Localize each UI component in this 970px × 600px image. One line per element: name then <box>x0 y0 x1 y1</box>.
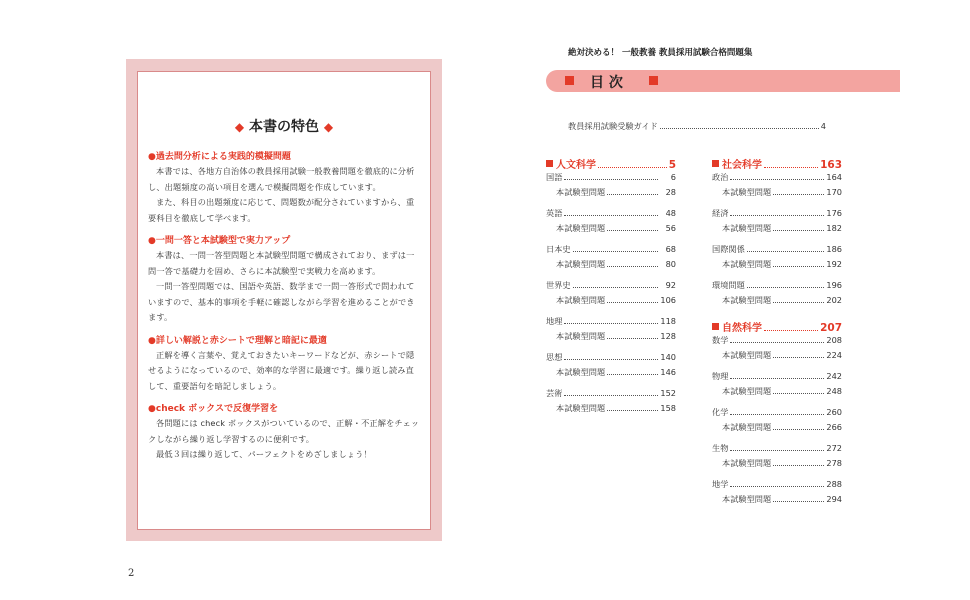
toc-category-name: 社会科学 <box>722 160 762 171</box>
toc-subject[interactable] <box>546 388 676 403</box>
leader-dots <box>773 302 824 303</box>
spacer <box>712 273 842 280</box>
toc-practice-label: 本試験型問題 <box>722 258 772 269</box>
leader-dots <box>607 302 658 303</box>
leader-dots <box>730 378 824 379</box>
toc-practice-page: 202 <box>826 294 842 305</box>
toc-practice-page: 146 <box>660 366 676 377</box>
toc-practice-page: 294 <box>826 493 842 504</box>
toc-subject-page: 288 <box>826 479 842 489</box>
leader-dots <box>573 251 658 252</box>
toc-practice-entry[interactable] <box>712 494 842 509</box>
section-paragraph: 一問一答型問題では、国語や英語、数学まで一問一答形式で問われていますので、基本的事項を手軽に確認しながら学習を進めることができます。 <box>148 281 415 322</box>
spacer <box>546 381 676 388</box>
toc-subject-page: 272 <box>826 443 842 453</box>
toc-practice-entry[interactable] <box>712 458 842 473</box>
toc-category[interactable] <box>712 156 842 170</box>
leader-dots <box>764 167 818 168</box>
toc-column-right <box>712 156 842 508</box>
leader-dots <box>573 287 658 288</box>
toc-subject-name: 国語 <box>546 172 563 182</box>
toc-practice-entry[interactable] <box>712 223 842 238</box>
bullet-icon: ● <box>148 236 156 246</box>
toc-subject-name: 化学 <box>712 407 729 417</box>
toc-subject[interactable] <box>712 443 842 458</box>
section-heading <box>148 235 420 248</box>
toc-subject-page: 186 <box>826 244 842 254</box>
leader-dots <box>730 414 824 415</box>
toc-subject-name: 経済 <box>712 208 729 218</box>
leader-dots <box>564 359 658 360</box>
toc-practice-page: 56 <box>665 222 676 233</box>
page-number: 2 <box>128 568 135 579</box>
section-heading <box>148 335 420 348</box>
toc-label: 目 次 <box>590 75 623 91</box>
section-heading <box>148 403 420 416</box>
toc-practice-page: 224 <box>826 349 842 360</box>
toc-practice-page: 106 <box>660 294 676 305</box>
toc-subject-page: 176 <box>826 208 842 218</box>
toc-subject-page: 242 <box>826 371 842 381</box>
toc-guide-entry[interactable] <box>568 121 826 132</box>
toc-subject[interactable] <box>546 208 676 223</box>
toc-subject-name: 英語 <box>546 208 563 218</box>
toc-practice-entry[interactable] <box>546 259 676 274</box>
leader-dots <box>730 450 824 451</box>
leader-dots <box>730 486 824 487</box>
toc-subject-page: 48 <box>665 208 676 218</box>
toc-subject-name: 地理 <box>546 316 563 326</box>
diamond-icon: ◆ <box>323 120 334 134</box>
section-paragraph: 最低３回は繰り返して、パーフェクトをめざしましょう！ <box>156 449 372 459</box>
toc-practice-label: 本試験型問題 <box>722 493 772 504</box>
spacer <box>712 201 842 208</box>
toc-subject-page: 164 <box>826 172 842 182</box>
toc-practice-entry[interactable] <box>712 422 842 437</box>
leader-dots <box>598 167 667 168</box>
toc-practice-label: 本試験型問題 <box>556 258 606 269</box>
toc-subject-name: 芸術 <box>546 388 563 398</box>
toc-practice-entry[interactable] <box>546 187 676 202</box>
toc-category-page: 5 <box>668 159 676 171</box>
bullet-icon: ● <box>148 404 156 414</box>
spacer <box>546 273 676 280</box>
toc-practice-page: 128 <box>660 330 676 341</box>
toc-practice-label: 本試験型問題 <box>722 222 772 233</box>
toc-subject-page: 196 <box>826 280 842 290</box>
toc-practice-label: 本試験型問題 <box>722 457 772 468</box>
toc-practice-page: 28 <box>665 186 676 197</box>
spacer <box>712 400 842 407</box>
toc-category[interactable] <box>546 156 676 170</box>
toc-practice-label: 本試験型問題 <box>556 366 606 377</box>
toc-practice-entry[interactable] <box>546 403 676 418</box>
spacer <box>712 364 842 371</box>
leader-dots <box>764 330 818 331</box>
toc-subject[interactable] <box>546 244 676 259</box>
toc-subject-name: 数学 <box>712 335 729 345</box>
toc-practice-page: 170 <box>826 186 842 197</box>
toc-practice-entry[interactable] <box>712 386 842 401</box>
leader-dots <box>607 230 658 231</box>
toc-practice-label: 本試験型問題 <box>556 402 606 413</box>
toc-practice-page: 278 <box>826 457 842 468</box>
leader-dots <box>773 393 824 394</box>
toc-subject-page: 152 <box>660 388 676 398</box>
toc-practice-label: 本試験型問題 <box>722 349 772 360</box>
toc-subject[interactable] <box>712 280 842 295</box>
toc-practice-entry[interactable] <box>546 331 676 346</box>
toc-subject[interactable] <box>712 371 842 386</box>
toc-banner <box>546 70 900 92</box>
section-heading-text: 詳しい解説と赤シートで理解と暗記に最適 <box>155 335 327 346</box>
leader-dots <box>747 251 824 252</box>
toc-practice-label: 本試験型問題 <box>722 186 772 197</box>
toc-practice-entry[interactable] <box>712 259 842 274</box>
toc-guide-page: 4 <box>820 121 826 131</box>
section-heading <box>148 151 420 164</box>
toc-subject[interactable] <box>712 407 842 422</box>
leader-dots <box>607 374 658 375</box>
toc-practice-entry[interactable] <box>546 223 676 238</box>
features-box <box>126 59 442 541</box>
section-heading-text: check ボックスで反復学習を <box>155 404 279 414</box>
spacer <box>546 237 676 244</box>
square-icon <box>712 160 719 167</box>
leader-dots <box>730 215 824 216</box>
leader-dots <box>773 266 824 267</box>
toc-practice-label: 本試験型問題 <box>556 222 606 233</box>
leader-dots <box>607 410 658 411</box>
section-paragraph: 各問題には check ボックスがついているので、正解・不正解をチェックしながら繰り返し学習するのに便利です。 <box>148 418 420 444</box>
toc-practice-label: 本試験型問題 <box>722 294 772 305</box>
leader-dots <box>564 323 658 324</box>
bullet-icon: ● <box>148 152 156 162</box>
toc-practice-entry[interactable] <box>546 295 676 310</box>
toc-practice-page: 248 <box>826 385 842 396</box>
spacer <box>546 201 676 208</box>
diamond-icon: ◆ <box>234 120 245 134</box>
square-icon <box>546 160 553 167</box>
toc-category-name: 自然科学 <box>722 323 762 334</box>
features-inner-frame <box>138 72 430 529</box>
toc-practice-page: 158 <box>660 402 676 413</box>
section-paragraph: 本書では、各地方自治体の教員採用試験一般教養問題を徹底的に分析し、出題頻度の高い項目を選んで模擬問題を作成しています。 <box>148 166 415 192</box>
toc-practice-label: 本試験型問題 <box>556 186 606 197</box>
toc-subject-page: 118 <box>660 316 676 326</box>
toc-subject-page: 6 <box>670 172 676 182</box>
toc-subject[interactable] <box>712 335 842 350</box>
leader-dots <box>773 230 824 231</box>
toc-practice-page: 192 <box>826 258 842 269</box>
toc-subject-page: 140 <box>660 352 676 362</box>
section-heading-text: 一問一答と本試験型で実力アップ <box>155 236 291 246</box>
book-title: 絶対決める！ 一般教養 教員採用試験合格問題集 <box>568 48 753 58</box>
leader-dots <box>773 429 824 430</box>
leader-dots <box>607 194 658 195</box>
section-heading-text: 過去問分析による実践的模擬問題 <box>155 152 291 162</box>
toc-subject[interactable] <box>546 172 676 187</box>
toc-subject-name: 思想 <box>546 352 563 362</box>
toc-practice-label: 本試験型問題 <box>556 294 606 305</box>
toc-practice-page: 266 <box>826 421 842 432</box>
spacer <box>712 436 842 443</box>
toc-subject-name: 地学 <box>712 479 729 489</box>
toc-subject[interactable] <box>712 479 842 494</box>
spacer <box>712 472 842 479</box>
toc-category-name: 人文科学 <box>556 160 596 171</box>
features-title <box>138 116 430 136</box>
square-icon <box>649 76 658 85</box>
leader-dots <box>773 357 824 358</box>
leader-dots <box>564 179 658 180</box>
spacer <box>546 345 676 352</box>
leader-dots <box>773 501 824 502</box>
toc-category[interactable] <box>712 319 842 333</box>
toc-subject[interactable] <box>712 172 842 187</box>
leader-dots <box>607 338 658 339</box>
toc-subject-name: 政治 <box>712 172 729 182</box>
toc-subject[interactable] <box>546 316 676 331</box>
leader-dots <box>730 179 824 180</box>
toc-category-page: 207 <box>820 322 842 334</box>
toc-practice-page: 182 <box>826 222 842 233</box>
leader-dots <box>564 215 658 216</box>
toc-subject[interactable] <box>546 280 676 295</box>
toc-subject[interactable] <box>712 208 842 223</box>
toc-subject-page: 208 <box>826 335 842 345</box>
toc-subject-page: 260 <box>826 407 842 417</box>
toc-practice-entry[interactable] <box>712 187 842 202</box>
leader-dots <box>564 395 658 396</box>
leader-dots <box>773 194 824 195</box>
leader-dots <box>747 287 824 288</box>
toc-subject-name: 国際関係 <box>712 244 745 254</box>
toc-practice-entry[interactable] <box>712 350 842 365</box>
toc-subject[interactable] <box>712 244 842 259</box>
leader-dots <box>730 342 824 343</box>
spacer <box>712 237 842 244</box>
toc-subject-page: 68 <box>665 244 676 254</box>
toc-subject-page: 92 <box>665 280 676 290</box>
toc-subject-name: 日本史 <box>546 244 571 254</box>
toc-category-page: 163 <box>820 159 842 171</box>
section-paragraph: 正解を導く言葉や、覚えておきたいキーワードなどが、赤シートで隠せるようになっているので、効率的な学習に最適です。繰り返し読み直して、重要語句を暗記しましょう。 <box>148 349 415 391</box>
toc-practice-label: 本試験型問題 <box>722 421 772 432</box>
toc-subject-name: 環境問題 <box>712 280 745 290</box>
toc-column-left <box>546 156 676 417</box>
toc-subject-name: 世界史 <box>546 280 571 290</box>
leader-dots <box>660 128 819 129</box>
square-icon <box>565 76 574 85</box>
toc-practice-entry[interactable] <box>712 295 842 310</box>
toc-subject-name: 物理 <box>712 371 729 381</box>
leader-dots <box>773 465 824 466</box>
section-paragraph: また、科目の出題頻度に応じて、問題数が配分されていますから、重要科目を徹底して学べます。 <box>148 197 415 223</box>
features-title-text: 本書の特色 <box>249 119 319 135</box>
leader-dots <box>607 266 658 267</box>
toc-subject-name: 生物 <box>712 443 729 453</box>
toc-practice-entry[interactable] <box>546 367 676 382</box>
toc-practice-label: 本試験型問題 <box>722 385 772 396</box>
toc-guide-label: 教員採用試験受験ガイド <box>568 121 658 131</box>
spacer <box>546 309 676 316</box>
square-icon <box>712 323 719 330</box>
spacer <box>712 309 842 319</box>
features-body <box>148 151 420 463</box>
toc-practice-page: 80 <box>665 258 676 269</box>
toc-subject[interactable] <box>546 352 676 367</box>
section-paragraph: 本書は、一問一答型問題と本試験型問題で構成されており、まずは一問一答で基礎力を固め、さらに本試験型で実戦力を高めます。 <box>148 250 415 276</box>
bullet-icon: ● <box>148 335 156 346</box>
toc-practice-label: 本試験型問題 <box>556 330 606 341</box>
